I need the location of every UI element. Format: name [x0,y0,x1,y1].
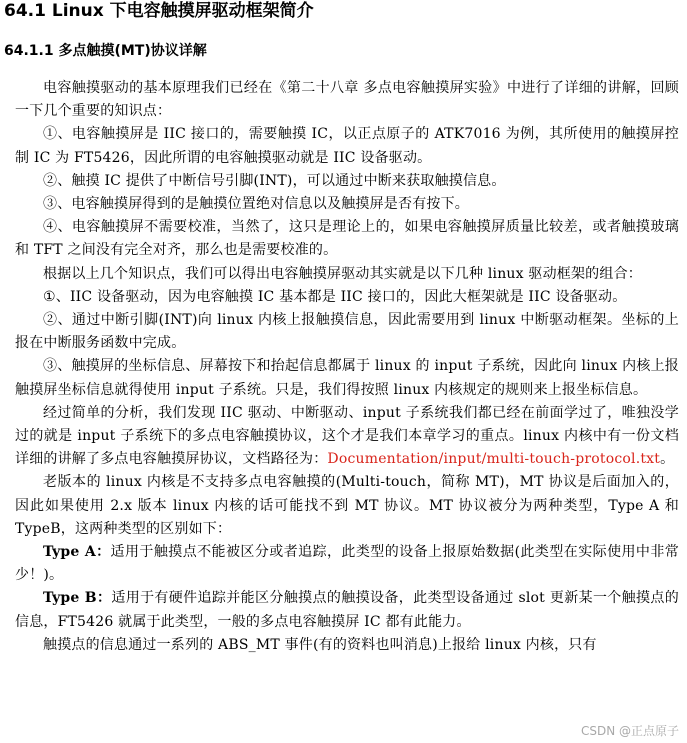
paragraph [15,216,679,262]
type-a-term: Type A： [43,544,111,561]
document-path-link[interactable]: Documentation/input/multi-touch-protocol.txt [327,451,661,468]
body-text [15,77,679,657]
paragraph [15,193,679,216]
section-title: 64.1 Linux 下电容触摸屏驱动框架简介 [4,1,314,21]
paragraph-text: ②、通过中断引脚(INT)向 linux 内核上报触摸信息，因此需要用到 linux 中断驱动框架。坐标的上报在中断服务函数中完成。 [15,312,679,352]
paragraph-text: 根据以上几个知识点，我们可以得出电容触摸屏驱动其实就是以下几种 linux 驱动框架的组合： [43,265,642,282]
paragraph [15,170,679,193]
paragraph [15,123,679,169]
paragraph [15,402,679,472]
paragraph [15,263,679,286]
watermark: CSDN @正点原子 [580,724,679,738]
paragraph [15,587,679,633]
paragraph [15,634,679,657]
paragraph [15,355,679,401]
paragraph-text: 电容触摸驱动的基本原理我们已经在《第二十八章 多点电容触摸屏实验》中进行了详细的讲解，回顾一下几个重要的知识点： [15,80,679,120]
paragraph-text: 适用于有硬件追踪并能区分触摸点的触摸设备，此类型设备通过 slot 更新某一个触摸点的信息，FT5426 就属于此类型，一般的多点电容触摸屏 IC 都有此能力。 [15,590,679,630]
subsection-title: 64.1.1 多点触摸(MT)协议详解 [4,43,207,59]
paragraph [15,309,679,355]
paragraph [15,77,679,123]
paragraph-text: ①、电容触摸屏是 IIC 接口的，需要触摸 IC，以正点原子的 ATK7016 为例，其所使用的触摸屏控制 IC 为 FT5426，因此所谓的电容触摸驱动就是 IIC 设备驱动。 [15,126,679,166]
paragraph [15,286,679,309]
paragraph-text: ④、电容触摸屏不需要校准，当然了，这只是理论上的，如果电容触摸屏质量比较差，或者触摸玻璃和 TFT 之间没有完全对齐，那么也是需要校准的。 [15,219,679,259]
paragraph-text-end: 。 [660,451,675,468]
paragraph-text: ①、IIC 设备驱动，因为电容触摸 IC 基本都是 IIC 接口的，因此大框架就是 IIC 设备驱动。 [43,288,627,305]
paragraph [15,541,679,587]
paragraph-text: ②、触摸 IC 提供了中断信号引脚(INT)，可以通过中断来获取触摸信息。 [43,172,506,189]
type-b-term: Type B： [43,590,112,607]
paragraph [15,471,679,541]
paragraph-text: 触摸点的信息通过一系列的 ABS_MT 事件(有的资料也叫消息)上报给 linux 内核，只有 [43,636,597,653]
paragraph-text: 适用于触摸点不能被区分或者追踪，此类型的设备上报原始数据(此类型在实际使用中非常少！)。 [15,544,679,584]
paragraph-text: ③、电容触摸屏得到的是触摸位置绝对信息以及触摸屏是否有按下。 [43,196,469,213]
paragraph-text: 老版本的 linux 内核是不支持多点电容触摸的(Multi-touch，简称 MT)，MT 协议是后面加入的，因此如果使用 2.x 版本 linux 内核的话可能找不到 MT 协议。MT 协议被分为两种类型，Type A 和 TypeB，这两种类型的区别如下： [15,474,679,537]
paragraph-text: ③、触摸屏的坐标信息、屏幕按下和抬起信息都属于 linux 的 input 子系统，因此向 linux 内核上报触摸屏坐标信息就得使用 input 子系统。只是，我们得按照 linux 内核规定的规则来上报坐标信息。 [15,358,679,398]
paragraph-text: 经过简单的分析，我们发现 IIC 驱动、中断驱动、input 子系统我们都已经在前面学过了，唯独没学过的就是 input 子系统下的多点电容触摸协议，这个才是我们本章学习的重点。linux 内核中有一份文档详细的讲解了多点电容触摸屏协议，文档路径为： [15,404,679,468]
